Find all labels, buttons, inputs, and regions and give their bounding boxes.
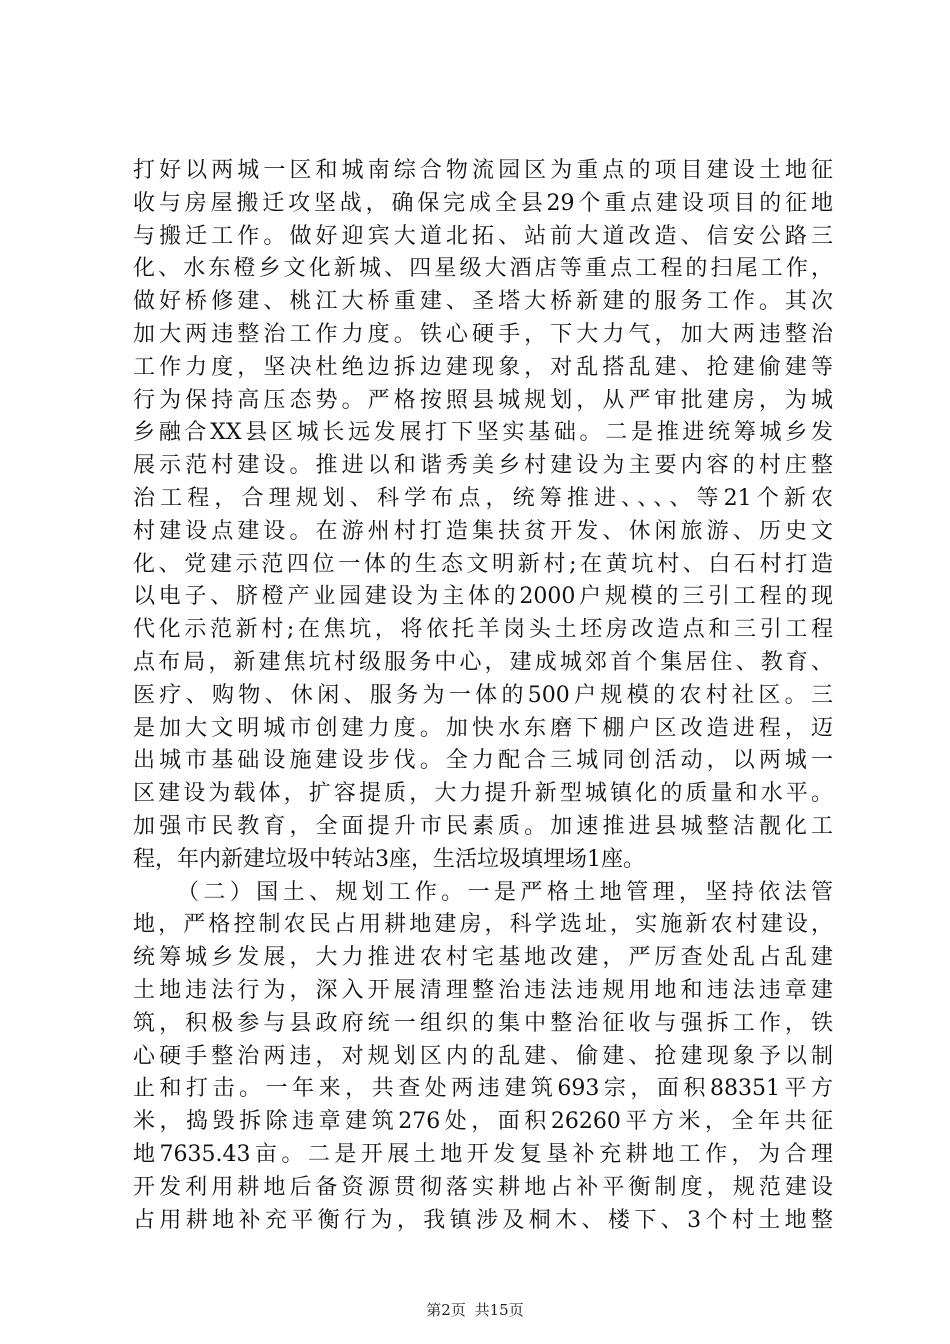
text-line: 止和打击。一年来，共查处两违建筑693宗，面积88351平方 xyxy=(133,1076,833,1102)
text-line: 收与房屋搬迁攻坚战，确保完成全县29个重点建设项目的征地 xyxy=(133,190,833,216)
text-line: 村建设点建设。在游州村打造集扶贫开发、休闲旅游、历史文 xyxy=(133,518,833,544)
text-line: 加强市民教育，全面提升市民素质。加速推进县城整洁靓化工 xyxy=(133,813,833,839)
text-line: 统筹城乡发展，大力推进农村宅基地改建，严厉查处乱占乱建 xyxy=(133,945,833,971)
text-line: 打好以两城一区和城南综合物流园区为重点的项目建设土地征 xyxy=(133,158,833,183)
text-line: 地，严格控制农民占用耕地建房，科学选址，实施新农村建设， xyxy=(133,912,833,938)
text-line: 行为保持高压态势。严格按照县城规划，从严审批建房，为城 xyxy=(133,387,833,413)
text-line: 心硬手整治两违，对规划区内的乱建、偷建、抢建现象予以制 xyxy=(133,1043,833,1069)
text-line: 加大两违整治工作力度。铁心硬手，下大力气，加大两违整治 xyxy=(133,321,833,347)
text-line: 展示范村建设。推进以和谐秀美乡村建设为主要内容的村庄整 xyxy=(133,453,833,479)
text-line: 米，捣毁拆除违章建筑276处，面积26260平方米，全年共征 xyxy=(133,1109,833,1135)
page-footer xyxy=(0,1300,950,1320)
text-line: 出城市基础设施建设步伐。全力配合三城同创活动，以两城一 xyxy=(133,748,833,774)
text-line: 地7635.43亩。二是开展土地开发复垦补充耕地工作，为合理 xyxy=(133,1141,833,1167)
text-line: 是加大文明城市创建力度。加快水东磨下棚户区改造进程，迈 xyxy=(133,715,833,741)
text-line: 工作力度，坚决杜绝边拆边建现象，对乱搭乱建、抢建偷建等 xyxy=(133,354,833,380)
text-line: 以电子、脐橙产业园建设为主体的2000户规模的三引工程的现 xyxy=(133,584,833,610)
text-line: 治工程，合理规划、科学布点，统筹推进、、、、等21个新农 xyxy=(133,485,833,511)
text-line: 土地违法行为，深入开展清理整治违法违规用地和违法违章建 xyxy=(133,977,833,1003)
paragraph-end-line: 程，年内新建垃圾中转站3座，生活垃圾填埋场1座。 xyxy=(133,846,645,872)
text-line: 与搬迁工作。做好迎宾大道北拓、站前大道改造、信安公路三 xyxy=(133,223,833,249)
text-line: 开发利用耕地后备资源贯彻落实耕地占补平衡制度，规范建设 xyxy=(133,1174,833,1200)
text-line: 化、党建示范四位一体的生态文明新村;在黄坑村、白石村打造 xyxy=(133,551,833,577)
text-line: 筑，积极参与县政府统一组织的集中整治征收与强拆工作，铁 xyxy=(133,1010,833,1036)
text-line: 占用耕地补充平衡行为，我镇涉及桐木、楼下、3个村土地整 xyxy=(133,1207,833,1233)
page-total: 共15页 xyxy=(474,1301,524,1319)
text-line: 医疗、购物、休闲、服务为一体的500户规模的农村社区。三 xyxy=(133,682,833,708)
body-text xyxy=(133,155,833,1237)
text-line: 代化示范新村;在焦坑，将依托羊岗头土坯房改造点和三引工程 xyxy=(133,617,833,643)
page-number: 第2页 xyxy=(426,1301,466,1319)
text-line: 做好桥修建、桃江大桥重建、圣塔大桥新建的服务工作。其次 xyxy=(133,289,833,315)
text-line: 区建设为载体，扩容提质，大力提升新型城镇化的质量和水平。 xyxy=(133,781,833,807)
text-line: 化、水东橙乡文化新城、四星级大酒店等重点工程的扫尾工作， xyxy=(133,256,833,282)
text-line: 乡融合XX县区城长远发展打下坚实基础。二是推进统筹城乡发 xyxy=(133,420,833,446)
section-heading-line: （二）国土、规划工作。一是严格土地管理，坚持依法管 xyxy=(177,879,833,905)
text-line: 点布局，新建焦坑村级服务中心，建成城郊首个集居住、教育、 xyxy=(133,649,833,675)
